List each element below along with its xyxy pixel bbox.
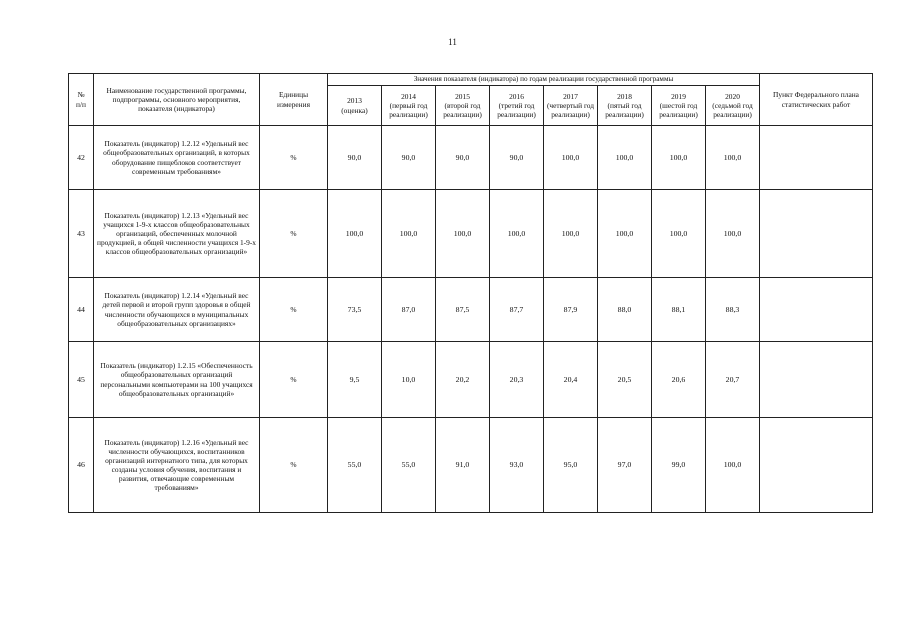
federal-plan-cell: [760, 342, 873, 418]
value-cell: 95,0: [544, 418, 598, 513]
table-row: [69, 278, 873, 342]
federal-plan-cell: [760, 418, 873, 513]
header-year-label: 2017 (четвертый год реализации): [546, 91, 595, 120]
header-federal: [760, 74, 873, 126]
header-values-group: [328, 74, 760, 86]
header-year-label: 2015 (второй год реализации): [443, 91, 482, 120]
table-row: [69, 418, 873, 513]
table-row: [69, 342, 873, 418]
header-year-label: 2019 (шестой год реализации): [659, 91, 698, 120]
federal-plan-cell: [760, 190, 873, 278]
indicator-name: Показатель (индикатор) 1.2.12 «Удельный вес общеобразовательных организаций, в которых оборудование пищеблоков соответствует современным требованиям»: [94, 126, 260, 190]
header-name-label: Наименование государственной программы, подпрограммы, основного мероприятия, показателя (индикатора): [106, 85, 247, 114]
header-year: [490, 86, 544, 126]
header-year-label: 2014 (первый год реализации): [389, 91, 428, 120]
unit-cell: %: [260, 126, 328, 190]
value-cell: 90,0: [436, 126, 490, 190]
indicator-name: Показатель (индикатор) 1.2.13 «Удельный вес учащихся 1-9-х классов общеобразовательных организаций, обеспеченных молочной продукцией, в общей численности учащихся 1-9-х классов общеобразовательных организаций»: [94, 190, 260, 278]
value-cell: 88,0: [598, 278, 652, 342]
header-name: [94, 74, 260, 126]
table-row: [69, 126, 873, 190]
indicator-name: Показатель (индикатор) 1.2.16 «Удельный вес численности обучающихся, воспитанников организаций интернатного типа, для которых созданы условия обучения, воспитания и развития, отвечающие современным требованиям»: [94, 418, 260, 513]
table-row: [69, 190, 873, 278]
row-number: 42: [69, 126, 94, 190]
page-number: 11: [448, 37, 457, 47]
row-number: 43: [69, 190, 94, 278]
value-cell: 88,3: [706, 278, 760, 342]
federal-plan-cell: [760, 278, 873, 342]
value-cell: 93,0: [490, 418, 544, 513]
value-cell: 100,0: [544, 126, 598, 190]
header-unit: [260, 74, 328, 126]
value-cell: 99,0: [652, 418, 706, 513]
value-cell: 90,0: [382, 126, 436, 190]
value-cell: 100,0: [706, 418, 760, 513]
value-cell: 20,4: [544, 342, 598, 418]
value-cell: 90,0: [328, 126, 382, 190]
header-year-label: 2013 (оценка): [341, 96, 368, 115]
header-year: [598, 86, 652, 126]
value-cell: 100,0: [706, 126, 760, 190]
value-cell: 20,5: [598, 342, 652, 418]
row-number: 45: [69, 342, 94, 418]
header-year-label: 2016 (третий год реализации): [497, 91, 536, 120]
header-year: [706, 86, 760, 126]
value-cell: 87,0: [382, 278, 436, 342]
unit-cell: %: [260, 278, 328, 342]
value-cell: 55,0: [328, 418, 382, 513]
value-cell: 100,0: [436, 190, 490, 278]
header-year-label: 2020 (седьмой год реализации): [712, 91, 753, 120]
value-cell: 100,0: [706, 190, 760, 278]
value-cell: 100,0: [544, 190, 598, 278]
value-cell: 100,0: [598, 126, 652, 190]
value-cell: 73,5: [328, 278, 382, 342]
row-number: 44: [69, 278, 94, 342]
unit-cell: %: [260, 190, 328, 278]
value-cell: 87,7: [490, 278, 544, 342]
header-federal-label: Пункт Федерального плана статистических работ: [773, 90, 859, 109]
header-year: [382, 86, 436, 126]
header-index: [69, 74, 94, 126]
federal-plan-cell: [760, 126, 873, 190]
value-cell: 20,7: [706, 342, 760, 418]
value-cell: 20,2: [436, 342, 490, 418]
header-year: [328, 86, 382, 126]
header-unit-label: Единицы измерения: [276, 90, 310, 109]
value-cell: 9,5: [328, 342, 382, 418]
value-cell: 87,9: [544, 278, 598, 342]
value-cell: 10,0: [382, 342, 436, 418]
value-cell: 100,0: [652, 190, 706, 278]
value-cell: 20,6: [652, 342, 706, 418]
value-cell: 97,0: [598, 418, 652, 513]
value-cell: 100,0: [328, 190, 382, 278]
value-cell: 87,5: [436, 278, 490, 342]
table-header: [69, 74, 873, 126]
value-cell: 55,0: [382, 418, 436, 513]
header-year: [436, 86, 490, 126]
header-index-label: № п/п: [76, 90, 86, 109]
table-body: [69, 126, 873, 513]
unit-cell: %: [260, 418, 328, 513]
value-cell: 100,0: [490, 190, 544, 278]
unit-cell: %: [260, 342, 328, 418]
header-year-label: 2018 (пятый год реализации): [605, 91, 644, 120]
header-year: [544, 86, 598, 126]
header-values-group-label: Значения показателя (индикатора) по годам реализации государственной программы: [413, 75, 674, 84]
indicators-table: [68, 73, 873, 513]
value-cell: 88,1: [652, 278, 706, 342]
value-cell: 100,0: [652, 126, 706, 190]
indicator-name: Показатель (индикатор) 1.2.15 «Обеспеченность общеобразовательных организаций персональными компьютерами на 100 учащихся общеобразовательных организаций»: [94, 342, 260, 418]
header-year: [652, 86, 706, 126]
value-cell: 90,0: [490, 126, 544, 190]
value-cell: 91,0: [436, 418, 490, 513]
value-cell: 100,0: [382, 190, 436, 278]
row-number: 46: [69, 418, 94, 513]
value-cell: 20,3: [490, 342, 544, 418]
indicator-name: Показатель (индикатор) 1.2.14 «Удельный вес детей первой и второй групп здоровья в общей численности обучающихся в муниципальных общеобразовательных организациях»: [94, 278, 260, 342]
value-cell: 100,0: [598, 190, 652, 278]
